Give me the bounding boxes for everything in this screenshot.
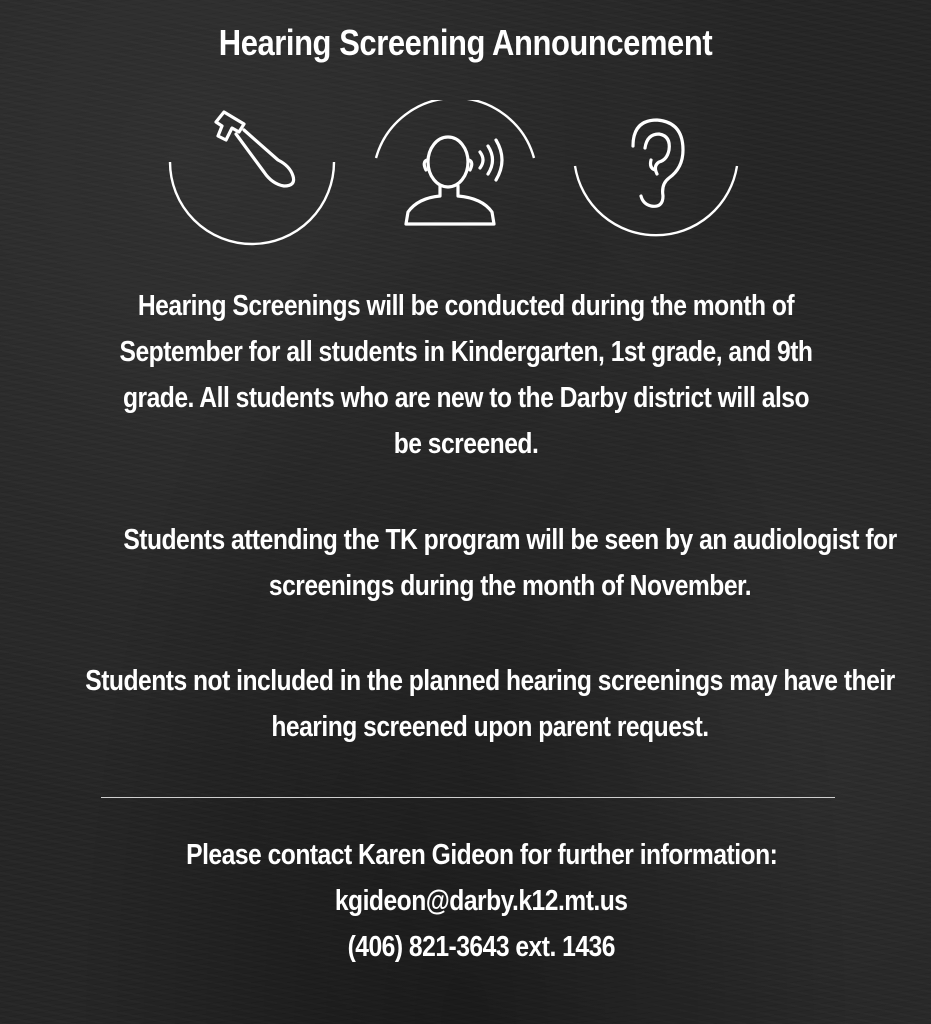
paragraph-3-text: Students not included in the planned hearing screenings may have their hearing screened upon parent request. [85,665,895,743]
page-title: Hearing Screening Announcement [218,22,713,63]
contact-heading-text: Please contact Karen Gideon for further information: [185,839,778,871]
parent-request-paragraph [0,658,931,750]
contact-email [16,878,931,924]
screening-schedule-paragraph [0,283,931,467]
contact-phone [16,924,931,970]
contact-email-text: kgideon@darby.k12.mt.us [335,885,628,917]
person-listening-icon [370,100,542,250]
contact-phone-text: (406) 821-3643 ext. 1436 [347,931,616,963]
contact-heading [16,832,931,878]
reflex-hammer-icon [166,100,338,250]
paragraph-2-text: Students attending the TK program will be seen by an audiologist for screenings during the month of November. [123,524,897,602]
paragraph-1-text: Hearing Screenings will be conducted during the month of September for all students in Kindergarten, 1st grade, and 9th grade. All students who are new to the Darby district will also be screened. [119,290,812,460]
ear-icon [571,100,743,250]
section-divider [101,797,835,798]
tk-program-paragraph [0,517,931,609]
